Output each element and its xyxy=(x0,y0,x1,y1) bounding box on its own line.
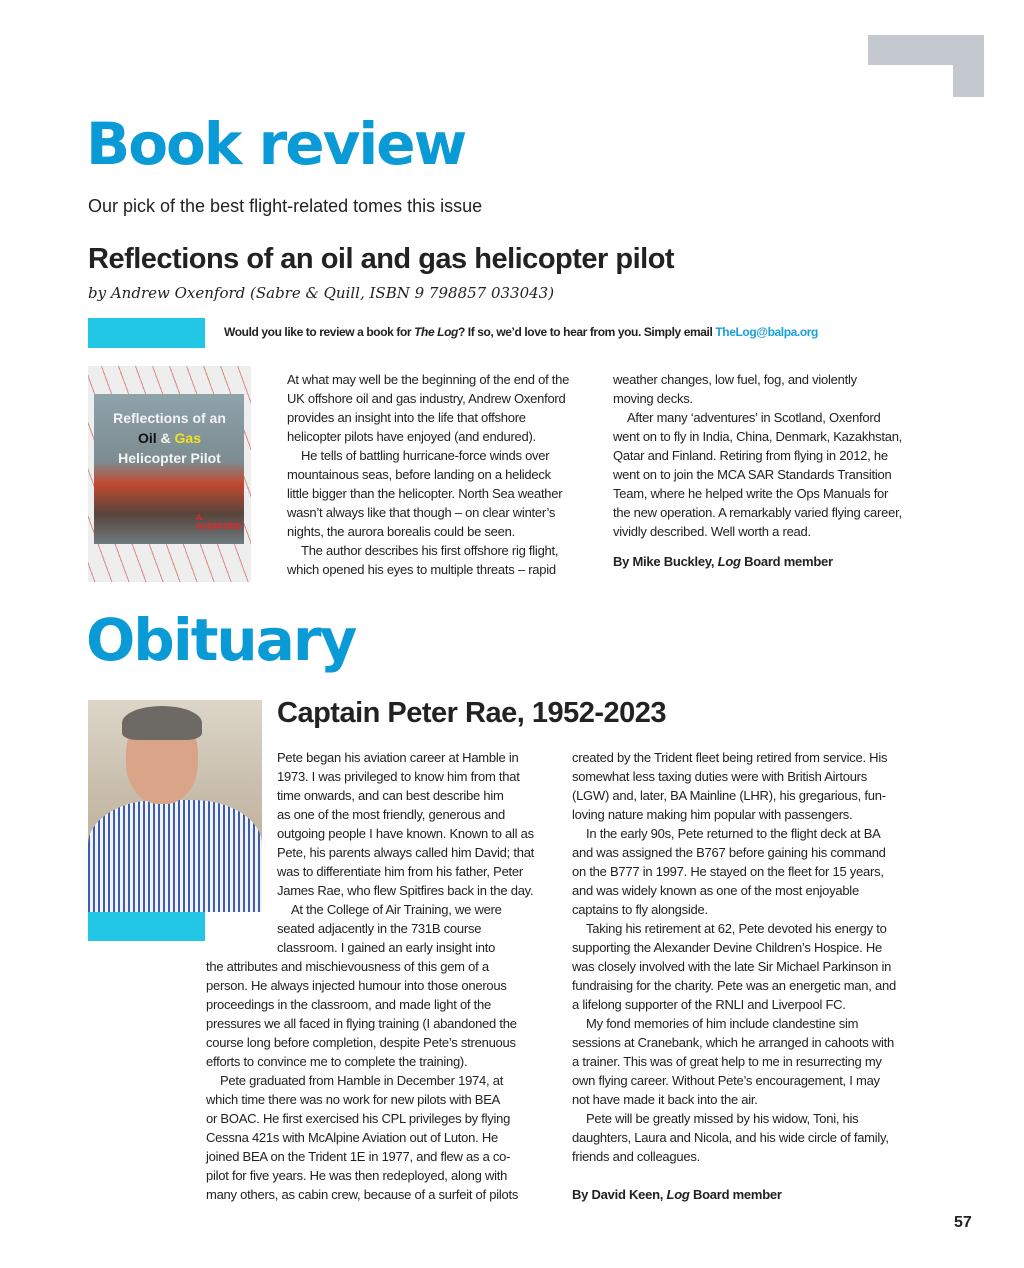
text-line: sessions at Cranebank, which he arranged in cahoots with xyxy=(572,1035,895,1050)
text-line: Pete graduated from Hamble in December 1974, at xyxy=(220,1073,504,1088)
text-line: provides an insight into the life that offshore xyxy=(287,410,526,425)
review-column-2 xyxy=(613,370,902,571)
author-byline xyxy=(572,1185,896,1204)
text-line: At the College of Air Training, we were xyxy=(291,902,502,917)
byline-part: By Mike Buckley, xyxy=(613,554,718,569)
text-line: nights, the aurora borealis could be seen. xyxy=(287,524,515,539)
text-line: course long before completion, despite Pete’s strenuous xyxy=(206,1035,516,1050)
review-invite xyxy=(224,325,818,339)
byline-part: Board member xyxy=(689,1187,782,1202)
cover-title: Helicopter Pilot xyxy=(118,450,221,466)
text-line: joined BEA on the Trident 1E in 1977, and flew as a co- xyxy=(206,1149,511,1164)
author-byline xyxy=(613,552,902,571)
page-number: 57 xyxy=(954,1214,972,1231)
text-line: Pete began his aviation career at Hamble in xyxy=(277,750,519,765)
text-line: The author describes his first offshore rig flight, xyxy=(301,543,559,558)
text-line: After many ‘adventures’ in Scotland, Oxenford xyxy=(627,410,881,425)
book-cover-image xyxy=(88,366,251,582)
section-heading-book-review: Book review xyxy=(86,110,466,178)
text-line: was closely involved with the late Sir Michael Parkinson in xyxy=(572,959,892,974)
text-line: pilot for five years. He was then redeployed, along with xyxy=(206,1168,508,1183)
book-byline: by Andrew Oxenford (Sabre & Quill, ISBN 9 798857 033043) xyxy=(88,284,555,302)
text-line: and was assigned the B767 before gaining his command xyxy=(572,845,886,860)
text-line: own flying career. Without Pete’s encouragement, I may xyxy=(572,1073,880,1088)
text-line: many others, as cabin crew, because of a surfeit of pilots xyxy=(206,1187,519,1202)
text-line: seated adjacently in the 731B course xyxy=(277,921,482,936)
cover-title xyxy=(88,430,251,446)
text-line: was to differentiate him from his father, Peter xyxy=(277,864,523,879)
text-line: created by the Trident fleet being retired from service. His xyxy=(572,750,888,765)
text-line: which opened his eyes to multiple threats – rapid xyxy=(287,562,556,577)
text-line: Team, where he helped write the Ops Manuals for xyxy=(613,486,889,501)
text-line: wasn’t always like that though – on clear winter’s xyxy=(287,505,556,520)
text-line: James Rae, who flew Spitfires back in the day. xyxy=(277,883,534,898)
text-line: or BOAC. He first exercised his CPL privileges by flying xyxy=(206,1111,511,1126)
text-line: Pete, his parents always called him David; that xyxy=(277,845,535,860)
invite-publication: The Log xyxy=(414,325,458,339)
byline-part: Log xyxy=(666,1187,690,1202)
text-line: the new operation. A remarkably varied flying career, xyxy=(613,505,902,520)
byline-part: By David Keen, xyxy=(572,1187,667,1202)
text-line: helicopter pilots have enjoyed (and endured). xyxy=(287,429,536,444)
text-line: loving nature making him popular with passengers. xyxy=(572,807,853,822)
text-line: the attributes and mischievousness of this gem of a xyxy=(206,959,489,974)
accent-bar xyxy=(88,912,205,941)
text-line: went on to join the MCA SAR Standards Transition xyxy=(613,467,892,482)
text-line: weather changes, low fuel, fog, and violently xyxy=(613,372,857,387)
text-line: vividly described. Well worth a read. xyxy=(613,524,811,539)
text-line: He tells of battling hurricane-force winds over xyxy=(301,448,550,463)
obituary-column-1 xyxy=(206,748,534,1204)
text-line: not have made it back into the air. xyxy=(572,1092,758,1107)
cover-title: Reflections of an xyxy=(113,410,226,426)
text-line: efforts to convince me to complete the training). xyxy=(206,1054,468,1069)
text-line: on the B777 in 1997. He stayed on the fleet for 15 years, xyxy=(572,864,884,879)
text-line: a trainer. This was of great help to me in resurrecting my xyxy=(572,1054,882,1069)
text-line: went on to fly in India, China, Denmark, Kazakhstan, xyxy=(613,429,903,444)
text-line: friends and colleagues. xyxy=(572,1149,700,1164)
invite-text: ? If so, we’d love to hear from you. Simply email xyxy=(457,325,716,339)
text-line: moving decks. xyxy=(613,391,693,406)
text-line: as one of the most friendly, generous and xyxy=(277,807,505,822)
text-line: pressures we all faced in flying training (I abandoned the xyxy=(206,1016,517,1031)
text-line: Taking his retirement at 62, Pete devoted his energy to xyxy=(586,921,887,936)
text-line: little bigger than the helicopter. North Sea weather xyxy=(287,486,563,501)
byline-part: Board member xyxy=(740,554,833,569)
text-line: fundraising for the charity. Pete was an energetic man, and xyxy=(572,978,896,993)
invite-text: Would you like to review a book for xyxy=(224,325,415,339)
cover-gas: Gas xyxy=(174,430,202,446)
cover-author: A. OXENFORD xyxy=(196,513,242,531)
book-title: Reflections of an oil and gas helicopter pilot xyxy=(88,243,675,275)
text-line: outgoing people I have known. Known to all as xyxy=(277,826,534,841)
text-line: somewhat less taxing duties were with British Airtours xyxy=(572,769,868,784)
text-line: and was widely known as one of the most enjoyable xyxy=(572,883,859,898)
text-line: classroom. I gained an early insight into xyxy=(277,940,496,955)
text-line: (LGW) and, later, BA Mainline (LHR), his gregarious, fun- xyxy=(572,788,886,803)
text-line: 1973. I was privileged to know him from that xyxy=(277,769,520,784)
section-subheading: Our pick of the best flight-related tomes this issue xyxy=(88,196,483,216)
section-heading-obituary: Obituary xyxy=(86,606,356,674)
text-line: Pete will be greatly missed by his widow, Toni, his xyxy=(586,1111,859,1126)
text-line: person. He always injected humour into those onerous xyxy=(206,978,507,993)
cover-amp: & xyxy=(160,430,171,446)
text-line: time onwards, and can best describe him xyxy=(277,788,504,803)
text-line: daughters, Laura and Nicola, and his wide circle of family, xyxy=(572,1130,889,1145)
byline-part: Log xyxy=(717,554,741,569)
text-line: captains to fly alongside. xyxy=(572,902,708,917)
text-line: At what may well be the beginning of the end of the xyxy=(287,372,570,387)
text-line: which time there was no work for new pilots with BEA xyxy=(206,1092,501,1107)
accent-bar xyxy=(88,318,205,348)
obituary-column-2 xyxy=(572,748,896,1204)
text-line: supporting the Alexander Devine Children’s Hospice. He xyxy=(572,940,883,955)
text-line: My fond memories of him include clandestine sim xyxy=(586,1016,859,1031)
corner-decoration xyxy=(953,35,984,97)
text-line: a lifelong supporter of the RNLI and Liverpool FC. xyxy=(572,997,846,1012)
text-line: Qatar and Finland. Retiring from flying in 2012, he xyxy=(613,448,888,463)
text-line: mountainous seas, before landing on a helideck xyxy=(287,467,551,482)
email-link[interactable]: TheLog@balpa.org xyxy=(715,325,818,339)
cover-oil: Oil xyxy=(137,430,157,446)
review-column-1 xyxy=(287,370,569,579)
text-line: proceedings in the classroom, and made light of the xyxy=(206,997,491,1012)
text-line: In the early 90s, Pete returned to the flight deck at BA xyxy=(586,826,881,841)
text-line: Cessna 421s with McAlpine Aviation out of Luton. He xyxy=(206,1130,498,1145)
text-line: UK offshore oil and gas industry, Andrew Oxenford xyxy=(287,391,566,406)
obituary-title: Captain Peter Rae, 1952-2023 xyxy=(277,697,666,729)
